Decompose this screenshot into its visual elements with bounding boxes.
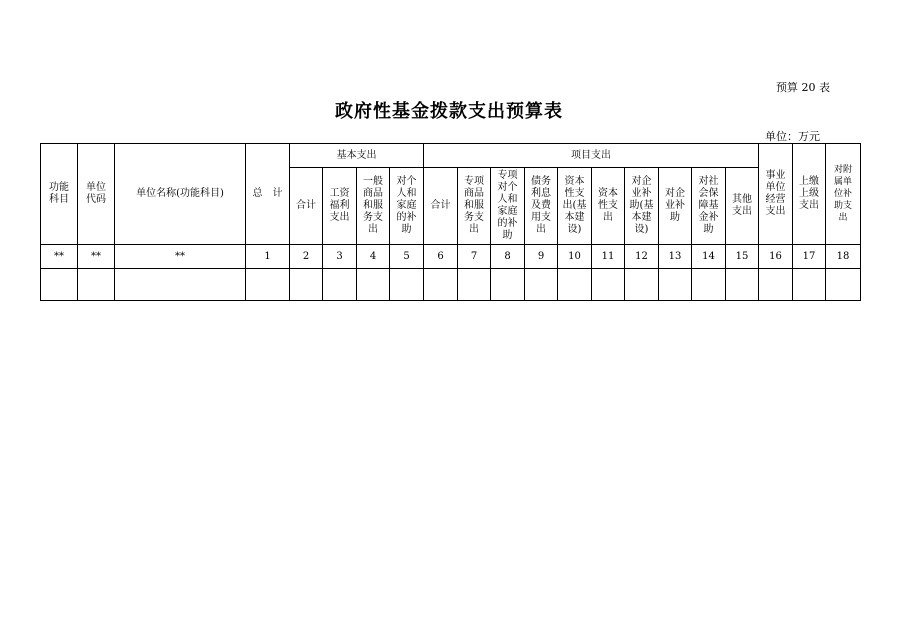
data-cell (793, 269, 826, 301)
header-special-personal: 专项对个人和家庭的补助 (491, 168, 525, 245)
data-cell (323, 269, 357, 301)
header-upper: 上缴上级支出 (793, 144, 826, 245)
header-inst-op: 事业单位经营支出 (759, 144, 793, 245)
header-total: 总 计 (246, 144, 290, 245)
index-cell: 8 (491, 245, 525, 269)
header-unit-code: 单位代码 (78, 144, 115, 245)
data-cell (759, 269, 793, 301)
index-cell: 17 (793, 245, 826, 269)
data-cell (78, 269, 115, 301)
index-row (41, 245, 861, 269)
data-cell (458, 269, 491, 301)
index-cell: 18 (826, 245, 861, 269)
budget-table (40, 143, 861, 301)
header-social-sec: 对社会保障基金补助 (692, 168, 726, 245)
header-project-group: 项目支出 (424, 144, 759, 168)
header-func-subject: 功能科目 (41, 144, 78, 245)
header-subsidy: 对附属单位补助支出 (826, 144, 861, 245)
header-row-group (41, 144, 861, 168)
index-cell: 15 (726, 245, 759, 269)
index-cell: ** (41, 245, 78, 269)
data-cell (525, 269, 558, 301)
index-cell: 1 (246, 245, 290, 269)
index-cell: 7 (458, 245, 491, 269)
index-cell: 12 (625, 245, 659, 269)
index-cell: 10 (558, 245, 592, 269)
header-ent-sub-base: 对企业补助(基本建设) (625, 168, 659, 245)
header-capital-base: 资本性支出(基本建设) (558, 168, 592, 245)
header-basic-group: 基本支出 (290, 144, 424, 168)
header-ent-sub: 对企业补助 (659, 168, 692, 245)
index-cell: 9 (525, 245, 558, 269)
data-cell (558, 269, 592, 301)
index-cell: ** (78, 245, 115, 269)
data-cell (41, 269, 78, 301)
header-debt: 债务利息及费用支出 (525, 168, 558, 245)
index-cell: 6 (424, 245, 458, 269)
data-cell (826, 269, 861, 301)
data-row-empty (41, 269, 861, 301)
header-other: 其他支出 (726, 168, 759, 245)
page-title: 政府性基金拨款支出预算表 (335, 101, 563, 122)
index-cell: 2 (290, 245, 323, 269)
header-special-goods: 专项商品和服务支出 (458, 168, 491, 245)
data-cell (357, 269, 390, 301)
unit-label: 单位：万元 (765, 130, 820, 143)
index-cell: ** (115, 245, 246, 269)
index-cell: 5 (390, 245, 424, 269)
data-cell (592, 269, 625, 301)
data-cell (625, 269, 659, 301)
index-cell: 13 (659, 245, 692, 269)
data-cell (692, 269, 726, 301)
data-cell (424, 269, 458, 301)
header-capital: 资本性支出 (592, 168, 625, 245)
form-code: 预算 20 表 (776, 81, 830, 94)
header-personal: 对个人和家庭的补助 (390, 168, 424, 245)
index-cell: 11 (592, 245, 625, 269)
data-cell (115, 269, 246, 301)
header-basic-total: 合计 (290, 168, 323, 245)
header-goods: 一般商品和服务支出 (357, 168, 390, 245)
header-proj-total: 合计 (424, 168, 458, 245)
data-cell (390, 269, 424, 301)
index-cell: 16 (759, 245, 793, 269)
data-cell (726, 269, 759, 301)
data-cell (491, 269, 525, 301)
index-cell: 3 (323, 245, 357, 269)
header-unit-name: 单位名称(功能科目) (115, 144, 246, 245)
header-wages: 工资福利支出 (323, 168, 357, 245)
index-cell: 14 (692, 245, 726, 269)
data-cell (246, 269, 290, 301)
index-cell: 4 (357, 245, 390, 269)
data-cell (659, 269, 692, 301)
data-cell (290, 269, 323, 301)
